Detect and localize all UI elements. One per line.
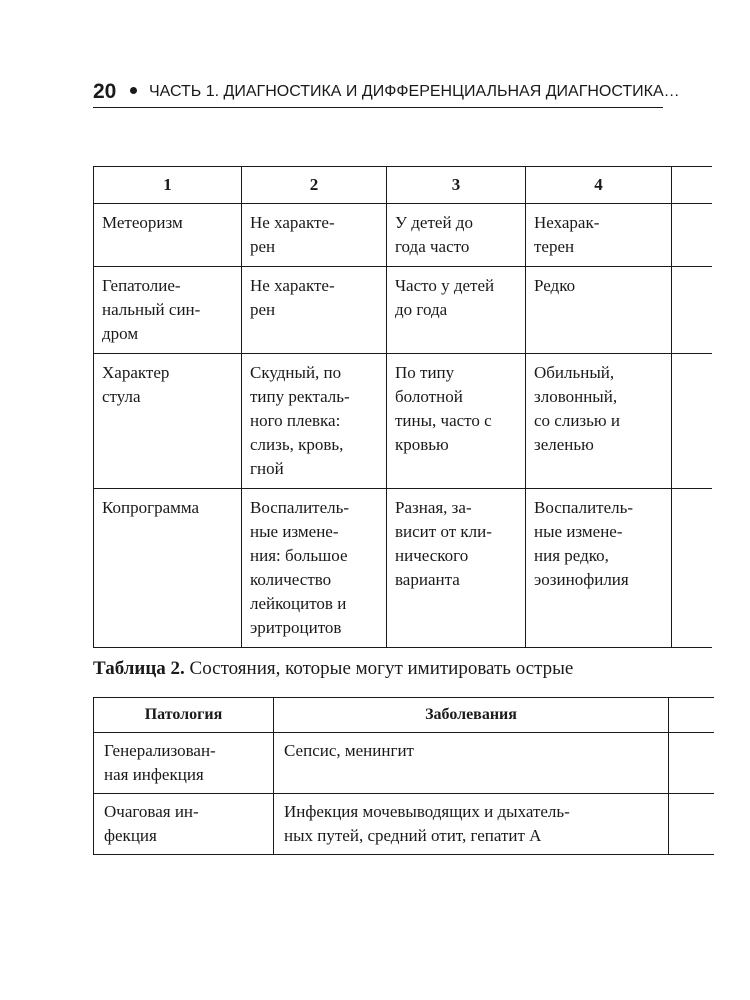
table-cell: Инфекция мочевыводящих и дыхатель- ных путей, средний отит, гепатит А <box>274 794 669 855</box>
table-cell-stub <box>672 267 712 354</box>
header-rule <box>93 107 663 108</box>
caption-text: Состояния, которые могут имитировать острые <box>184 658 574 679</box>
row-label: Метеоризм <box>94 204 242 267</box>
table-cell-stub <box>672 204 712 267</box>
table-cell: Воспалитель- ные измене- ния редко, эозинофилия <box>526 489 672 648</box>
running-header <box>93 76 680 108</box>
column-header: 4 <box>526 167 672 204</box>
table-cell-stub <box>669 794 714 855</box>
table-row <box>94 794 714 855</box>
caption-label: Таблица 2. <box>93 658 185 679</box>
table-cell: Нехарак- терен <box>526 204 672 267</box>
table-cell: Редко <box>526 267 672 354</box>
table-cell-stub <box>669 733 714 794</box>
row-label: Характер стула <box>94 354 242 489</box>
column-header: 1 <box>94 167 242 204</box>
column-header-stub <box>669 698 714 733</box>
table-cell: Обильный, зловонный, со слизью и зеленью <box>526 354 672 489</box>
table-cell: У детей до года часто <box>387 204 526 267</box>
row-label: Копрограмма <box>94 489 242 648</box>
table-2 <box>93 697 714 855</box>
table-cell: Не характе- рен <box>242 267 387 354</box>
page-number: 20 <box>93 80 117 103</box>
column-header: 3 <box>387 167 526 204</box>
table-cell: Воспалитель- ные измене- ния: большое количество лейкоцитов и эритроцитов <box>242 489 387 648</box>
table-2-caption <box>93 658 573 680</box>
running-title: ЧАСТЬ 1. ДИАГНОСТИКА И ДИФФЕРЕНЦИАЛЬНАЯ ДИАГНОСТИКА… <box>149 83 680 100</box>
table-cell-stub <box>672 354 712 489</box>
column-header-stub <box>672 167 712 204</box>
row-label: Гепатолие- нальный син- дром <box>94 267 242 354</box>
table-row <box>94 204 712 267</box>
table-cell: Сепсис, менингит <box>274 733 669 794</box>
table-row <box>94 267 712 354</box>
table-cell-stub <box>672 489 712 648</box>
table-cell: Часто у детей до года <box>387 267 526 354</box>
table-cell: Разная, за- висит от кли- нического варианта <box>387 489 526 648</box>
table-cell: Скудный, по типу ректаль- ного плевка: слизь, кровь, гной <box>242 354 387 489</box>
table-header-row <box>94 698 714 733</box>
table-row <box>94 733 714 794</box>
table-row <box>94 354 712 489</box>
row-label: Очаговая ин- фекция <box>94 794 274 855</box>
column-header: 2 <box>242 167 387 204</box>
table-cell: По типу болотной тины, часто с кровью <box>387 354 526 489</box>
table-row <box>94 489 712 648</box>
table-header-row <box>94 167 712 204</box>
bullet-separator <box>130 87 137 94</box>
column-header: Заболевания <box>274 698 669 733</box>
table-1 <box>93 166 712 648</box>
column-header: Патология <box>94 698 274 733</box>
row-label: Генерализован- ная инфекция <box>94 733 274 794</box>
table-cell: Не характе- рен <box>242 204 387 267</box>
